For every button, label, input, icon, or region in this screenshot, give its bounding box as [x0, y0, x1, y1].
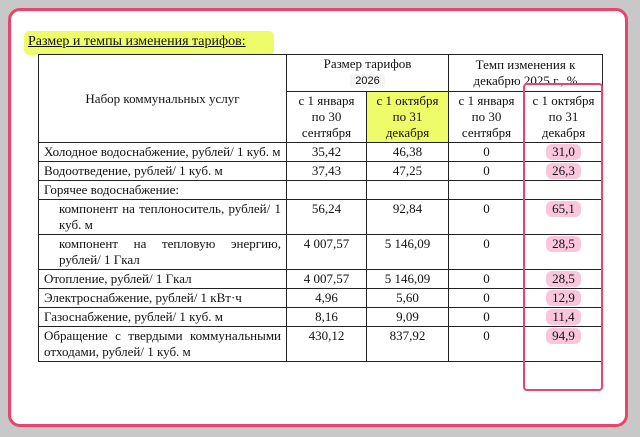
row-value-jan: 35,42 [287, 143, 367, 162]
table-row [39, 181, 603, 200]
table-row [39, 200, 603, 235]
rate-highlight: 94,9 [546, 328, 581, 344]
rate-highlight: 65,1 [546, 201, 581, 217]
row-rate-oct [525, 235, 603, 270]
header-tariff-size-label: Размер тарифов [323, 56, 412, 71]
row-value-oct: 5 146,09 [367, 235, 449, 270]
row-rate-jan: 0 [449, 162, 525, 181]
rate-highlight: 31,0 [546, 144, 581, 160]
row-empty [287, 181, 367, 200]
table-row [39, 327, 603, 362]
row-value-oct: 5,60 [367, 289, 449, 308]
row-value-jan: 37,43 [287, 162, 367, 181]
row-empty [367, 181, 449, 200]
row-value-jan: 4,96 [287, 289, 367, 308]
row-rate-jan: 0 [449, 200, 525, 235]
row-value-jan: 56,24 [287, 200, 367, 235]
row-rate-oct [525, 143, 603, 162]
row-value-oct: 46,38 [367, 143, 449, 162]
row-name: Отопление, рублей/ 1 Гкал [39, 270, 287, 289]
header-row-1 [39, 55, 603, 92]
header-change-rate: Темп изменения к декабрю 2025 г., % [449, 55, 603, 92]
header-tariff-size [287, 55, 449, 92]
row-value-jan: 430,12 [287, 327, 367, 362]
row-name: компонент на тепловую энергию, рублей/ 1 Гкал [39, 235, 287, 270]
rate-highlight: 28,5 [546, 236, 581, 252]
row-value-jan: 8,16 [287, 308, 367, 327]
row-rate-jan: 0 [449, 327, 525, 362]
row-empty [525, 181, 603, 200]
year-badge: 2026 [350, 74, 384, 88]
row-value-oct: 92,84 [367, 200, 449, 235]
rate-highlight: 11,4 [546, 309, 580, 325]
header-services: Набор коммунальных услуг [39, 55, 287, 143]
row-value-jan: 4 007,57 [287, 270, 367, 289]
row-rate-jan: 0 [449, 289, 525, 308]
row-name: Газоснабжение, рублей/ 1 куб. м [39, 308, 287, 327]
table-row [39, 143, 603, 162]
row-value-jan: 4 007,57 [287, 235, 367, 270]
row-rate-jan: 0 [449, 270, 525, 289]
row-rate-oct [525, 289, 603, 308]
row-rate-oct [525, 200, 603, 235]
table-row [39, 289, 603, 308]
row-name: Холодное водоснабжение, рублей/ 1 куб. м [39, 143, 287, 162]
header-period-jan2: с 1 января по 30 сентября [449, 92, 525, 143]
header-period-oct2: с 1 октября по 31 декабря [525, 92, 603, 143]
row-rate-jan: 0 [449, 308, 525, 327]
row-rate-oct [525, 327, 603, 362]
row-value-oct: 9,09 [367, 308, 449, 327]
row-name: компонент на теплоноситель, рублей/ 1 куб. м [39, 200, 287, 235]
row-name: Обращение с твердыми коммунальными отходами, рублей/ 1 куб. м [39, 327, 287, 362]
table-row [39, 235, 603, 270]
row-name: Электроснабжение, рублей/ 1 кВт·ч [39, 289, 287, 308]
row-name: Водоотведение, рублей/ 1 куб. м [39, 162, 287, 181]
row-rate-oct [525, 308, 603, 327]
table-row [39, 162, 603, 181]
row-rate-jan: 0 [449, 235, 525, 270]
row-rate-oct [525, 270, 603, 289]
table-row [39, 270, 603, 289]
header-period-oct: с 1 октября по 31 декабря [367, 92, 449, 143]
row-name: Горячее водоснабжение: [39, 181, 287, 200]
tariff-table [38, 54, 603, 362]
table-row [39, 308, 603, 327]
row-value-oct: 5 146,09 [367, 270, 449, 289]
row-rate-oct [525, 162, 603, 181]
row-rate-jan: 0 [449, 143, 525, 162]
header-period-jan: с 1 января по 30 сентября [287, 92, 367, 143]
rate-highlight: 28,5 [546, 271, 581, 287]
rate-highlight: 26,3 [546, 163, 581, 179]
row-value-oct: 837,92 [367, 327, 449, 362]
row-empty [449, 181, 525, 200]
rate-highlight: 12,9 [546, 290, 581, 306]
row-value-oct: 47,25 [367, 162, 449, 181]
page-title: Размер и темпы изменения тарифов: [28, 34, 246, 49]
